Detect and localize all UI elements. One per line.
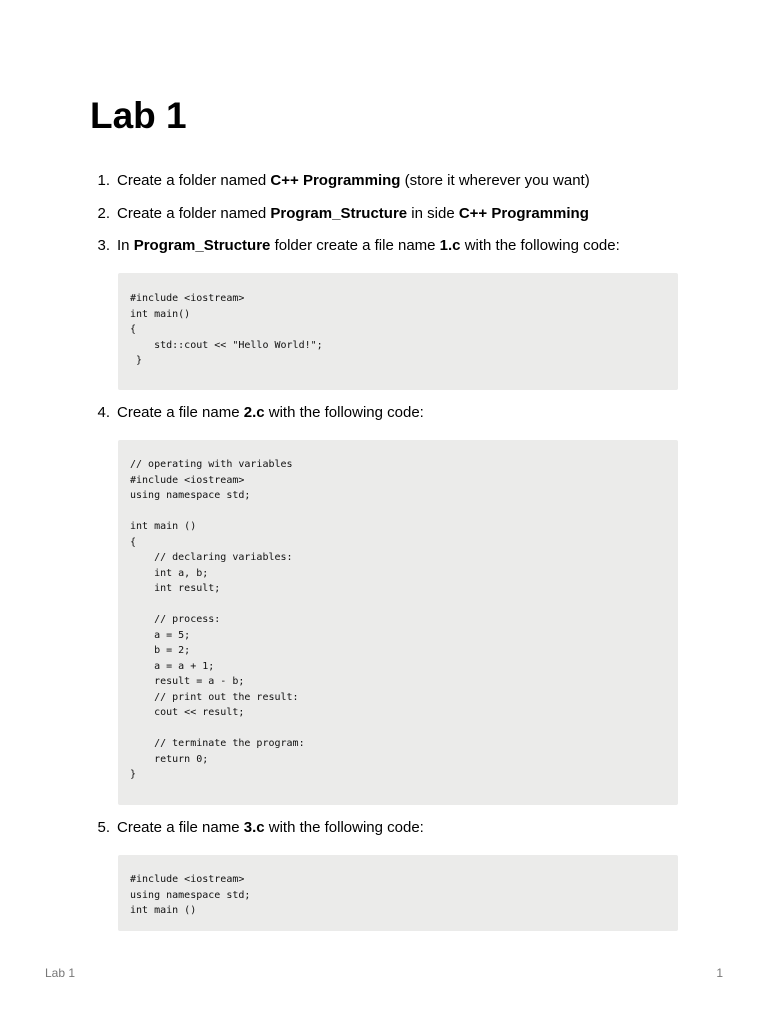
text-segment: Create a file name bbox=[117, 404, 244, 421]
bold-segment: Program_Structure bbox=[270, 205, 408, 222]
code-block-2[interactable]: // operating with variables #include <iostream> using namespace std; int main () { // declaring variables: int a, b; int result; // process: a = 5; b = 2; a = a + 1; result = a - b; // print out the result: cout << result; // terminate the program: return 0; } bbox=[118, 440, 678, 805]
list-item-number: 2. bbox=[97, 205, 110, 222]
text-segment: In bbox=[117, 237, 134, 254]
text-segment: Create a folder named bbox=[117, 172, 271, 189]
text-segment: (store it wherever you want) bbox=[400, 172, 590, 189]
bold-segment: Program_Structure bbox=[133, 237, 271, 254]
text-segment: with the following code: bbox=[460, 237, 620, 254]
list-item-number: 5. bbox=[97, 819, 110, 836]
list-item-text bbox=[117, 403, 424, 423]
text-segment: in side bbox=[407, 205, 459, 222]
text-segment: with the following code: bbox=[264, 404, 424, 421]
text-segment: with the following code: bbox=[264, 819, 424, 836]
bold-segment: 2.c bbox=[243, 404, 265, 421]
footer-title: Lab 1 bbox=[45, 966, 76, 980]
list-item-number: 1. bbox=[97, 172, 110, 189]
bold-segment: 1.c bbox=[439, 237, 461, 254]
bold-segment: C++ Programming bbox=[458, 205, 589, 222]
list-item-text bbox=[117, 204, 589, 224]
list-item-text bbox=[117, 171, 590, 191]
list-item-text bbox=[117, 818, 424, 838]
page-title: Lab 1 bbox=[90, 95, 187, 136]
page-number: 1 bbox=[716, 966, 723, 980]
code-block-1[interactable]: #include <iostream> int main() { std::cout << "Hello World!"; } bbox=[118, 273, 678, 390]
text-segment: folder create a file name bbox=[270, 237, 440, 254]
text-segment: Create a folder named bbox=[117, 205, 271, 222]
code-block-3[interactable]: #include <iostream> using namespace std; int main () bbox=[118, 855, 678, 931]
list-item-number: 4. bbox=[97, 404, 110, 421]
bold-segment: C++ Programming bbox=[270, 172, 401, 189]
list-item-number: 3. bbox=[97, 237, 110, 254]
bold-segment: 3.c bbox=[243, 819, 265, 836]
text-segment: Create a file name bbox=[117, 819, 244, 836]
list-item-text bbox=[117, 236, 620, 256]
